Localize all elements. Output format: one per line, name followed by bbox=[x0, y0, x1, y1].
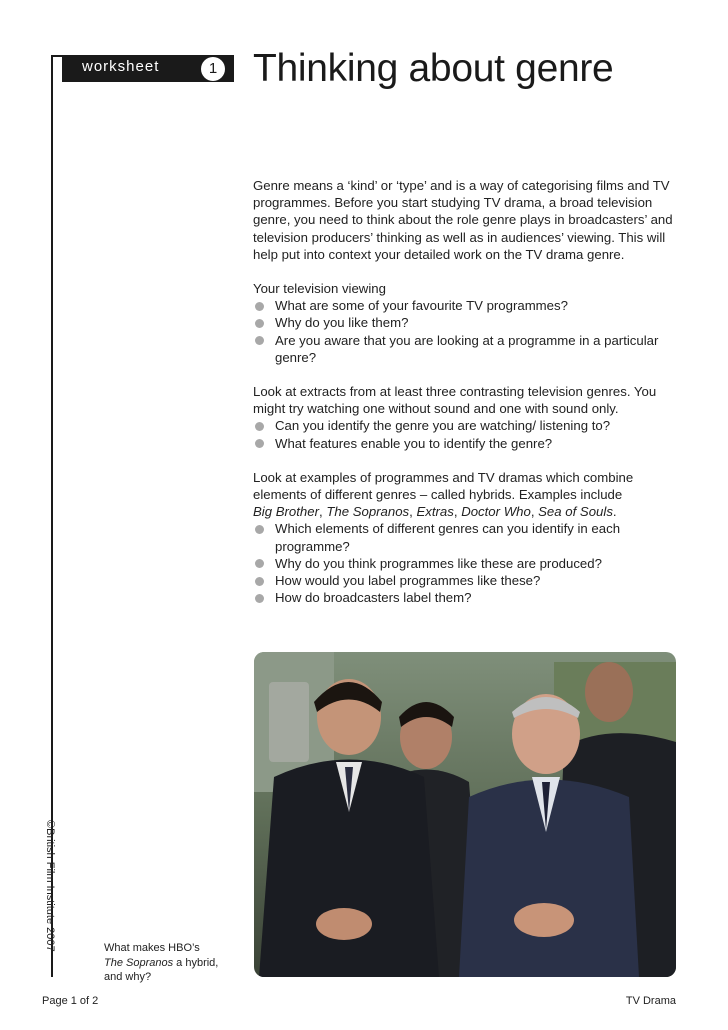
separator: . bbox=[612, 504, 617, 520]
list-item: How would you label programmes like these? bbox=[253, 572, 683, 589]
caption-line bbox=[104, 956, 234, 971]
sopranos-photo bbox=[254, 652, 676, 977]
separator: , bbox=[409, 504, 417, 520]
list-item: Which elements of different genres can you identify in each programme? bbox=[253, 520, 683, 554]
section-heading: Your television viewing bbox=[253, 281, 386, 297]
caption-line: What makes HBO’s bbox=[104, 942, 200, 954]
worksheet-number-badge: 1 bbox=[201, 57, 225, 81]
bullet-list bbox=[253, 417, 683, 451]
photo-illustration bbox=[254, 652, 676, 977]
caption-rest: a hybrid, bbox=[173, 956, 219, 969]
section-viewing bbox=[253, 280, 683, 366]
list-item: Why do you like them? bbox=[253, 314, 683, 331]
section-text bbox=[253, 469, 683, 521]
bullet-list bbox=[253, 297, 683, 366]
list-item: How do broadcasters label them? bbox=[253, 589, 683, 606]
list-item: Are you aware that you are looking at a programme in a particular genre? bbox=[253, 332, 683, 366]
example-title: Big Brother bbox=[253, 504, 319, 520]
photo-caption bbox=[104, 941, 234, 985]
example-title: Extras bbox=[416, 504, 454, 520]
bullet-list bbox=[253, 520, 683, 606]
section-extracts bbox=[253, 383, 683, 452]
list-item: Why do you think programmes like these are produced? bbox=[253, 555, 683, 572]
caption-line: and why? bbox=[104, 971, 152, 983]
page-title: Thinking about genre bbox=[253, 47, 614, 90]
footer-subject: TV Drama bbox=[625, 995, 676, 1007]
example-title: Doctor Who bbox=[461, 504, 531, 520]
list-item: What are some of your favourite TV programmes? bbox=[253, 297, 683, 314]
section-text: Look at extracts from at least three contrasting television genres. You might try watching one without sound and one with sound only. bbox=[253, 384, 657, 417]
hybrids-intro: Look at examples of programmes and TV dramas which combine elements of different genres – called hybrids. Examples include bbox=[253, 469, 634, 503]
separator: , bbox=[453, 504, 462, 520]
list-item: What features enable you to identify the genre? bbox=[253, 435, 683, 452]
separator: , bbox=[530, 504, 539, 520]
separator: , bbox=[318, 504, 327, 520]
list-item: Can you identify the genre you are watching/ listening to? bbox=[253, 417, 683, 434]
caption-title: The Sopranos bbox=[104, 956, 174, 969]
section-hybrids bbox=[253, 469, 683, 607]
worksheet-label: worksheet bbox=[82, 58, 160, 75]
copyright-vertical bbox=[42, 820, 58, 970]
copyright-text: ©British Film Institute 2007 bbox=[44, 820, 56, 952]
worksheet-body bbox=[253, 177, 683, 606]
example-title: Sea of Souls bbox=[538, 504, 613, 520]
intro-paragraph: Genre means a ‘kind’ or ‘type’ and is a way of categorising films and TV programmes. Before you start studying TV drama, a broad television genre, you need to think about the role genre plays in broadcasters’ and television producers’ thinking as well as in audiences’ viewing. This will help put into context your detailed work on the TV drama genre. bbox=[253, 178, 673, 262]
page-number: Page 1 of 2 bbox=[42, 995, 99, 1007]
example-title: The Sopranos bbox=[326, 504, 410, 520]
